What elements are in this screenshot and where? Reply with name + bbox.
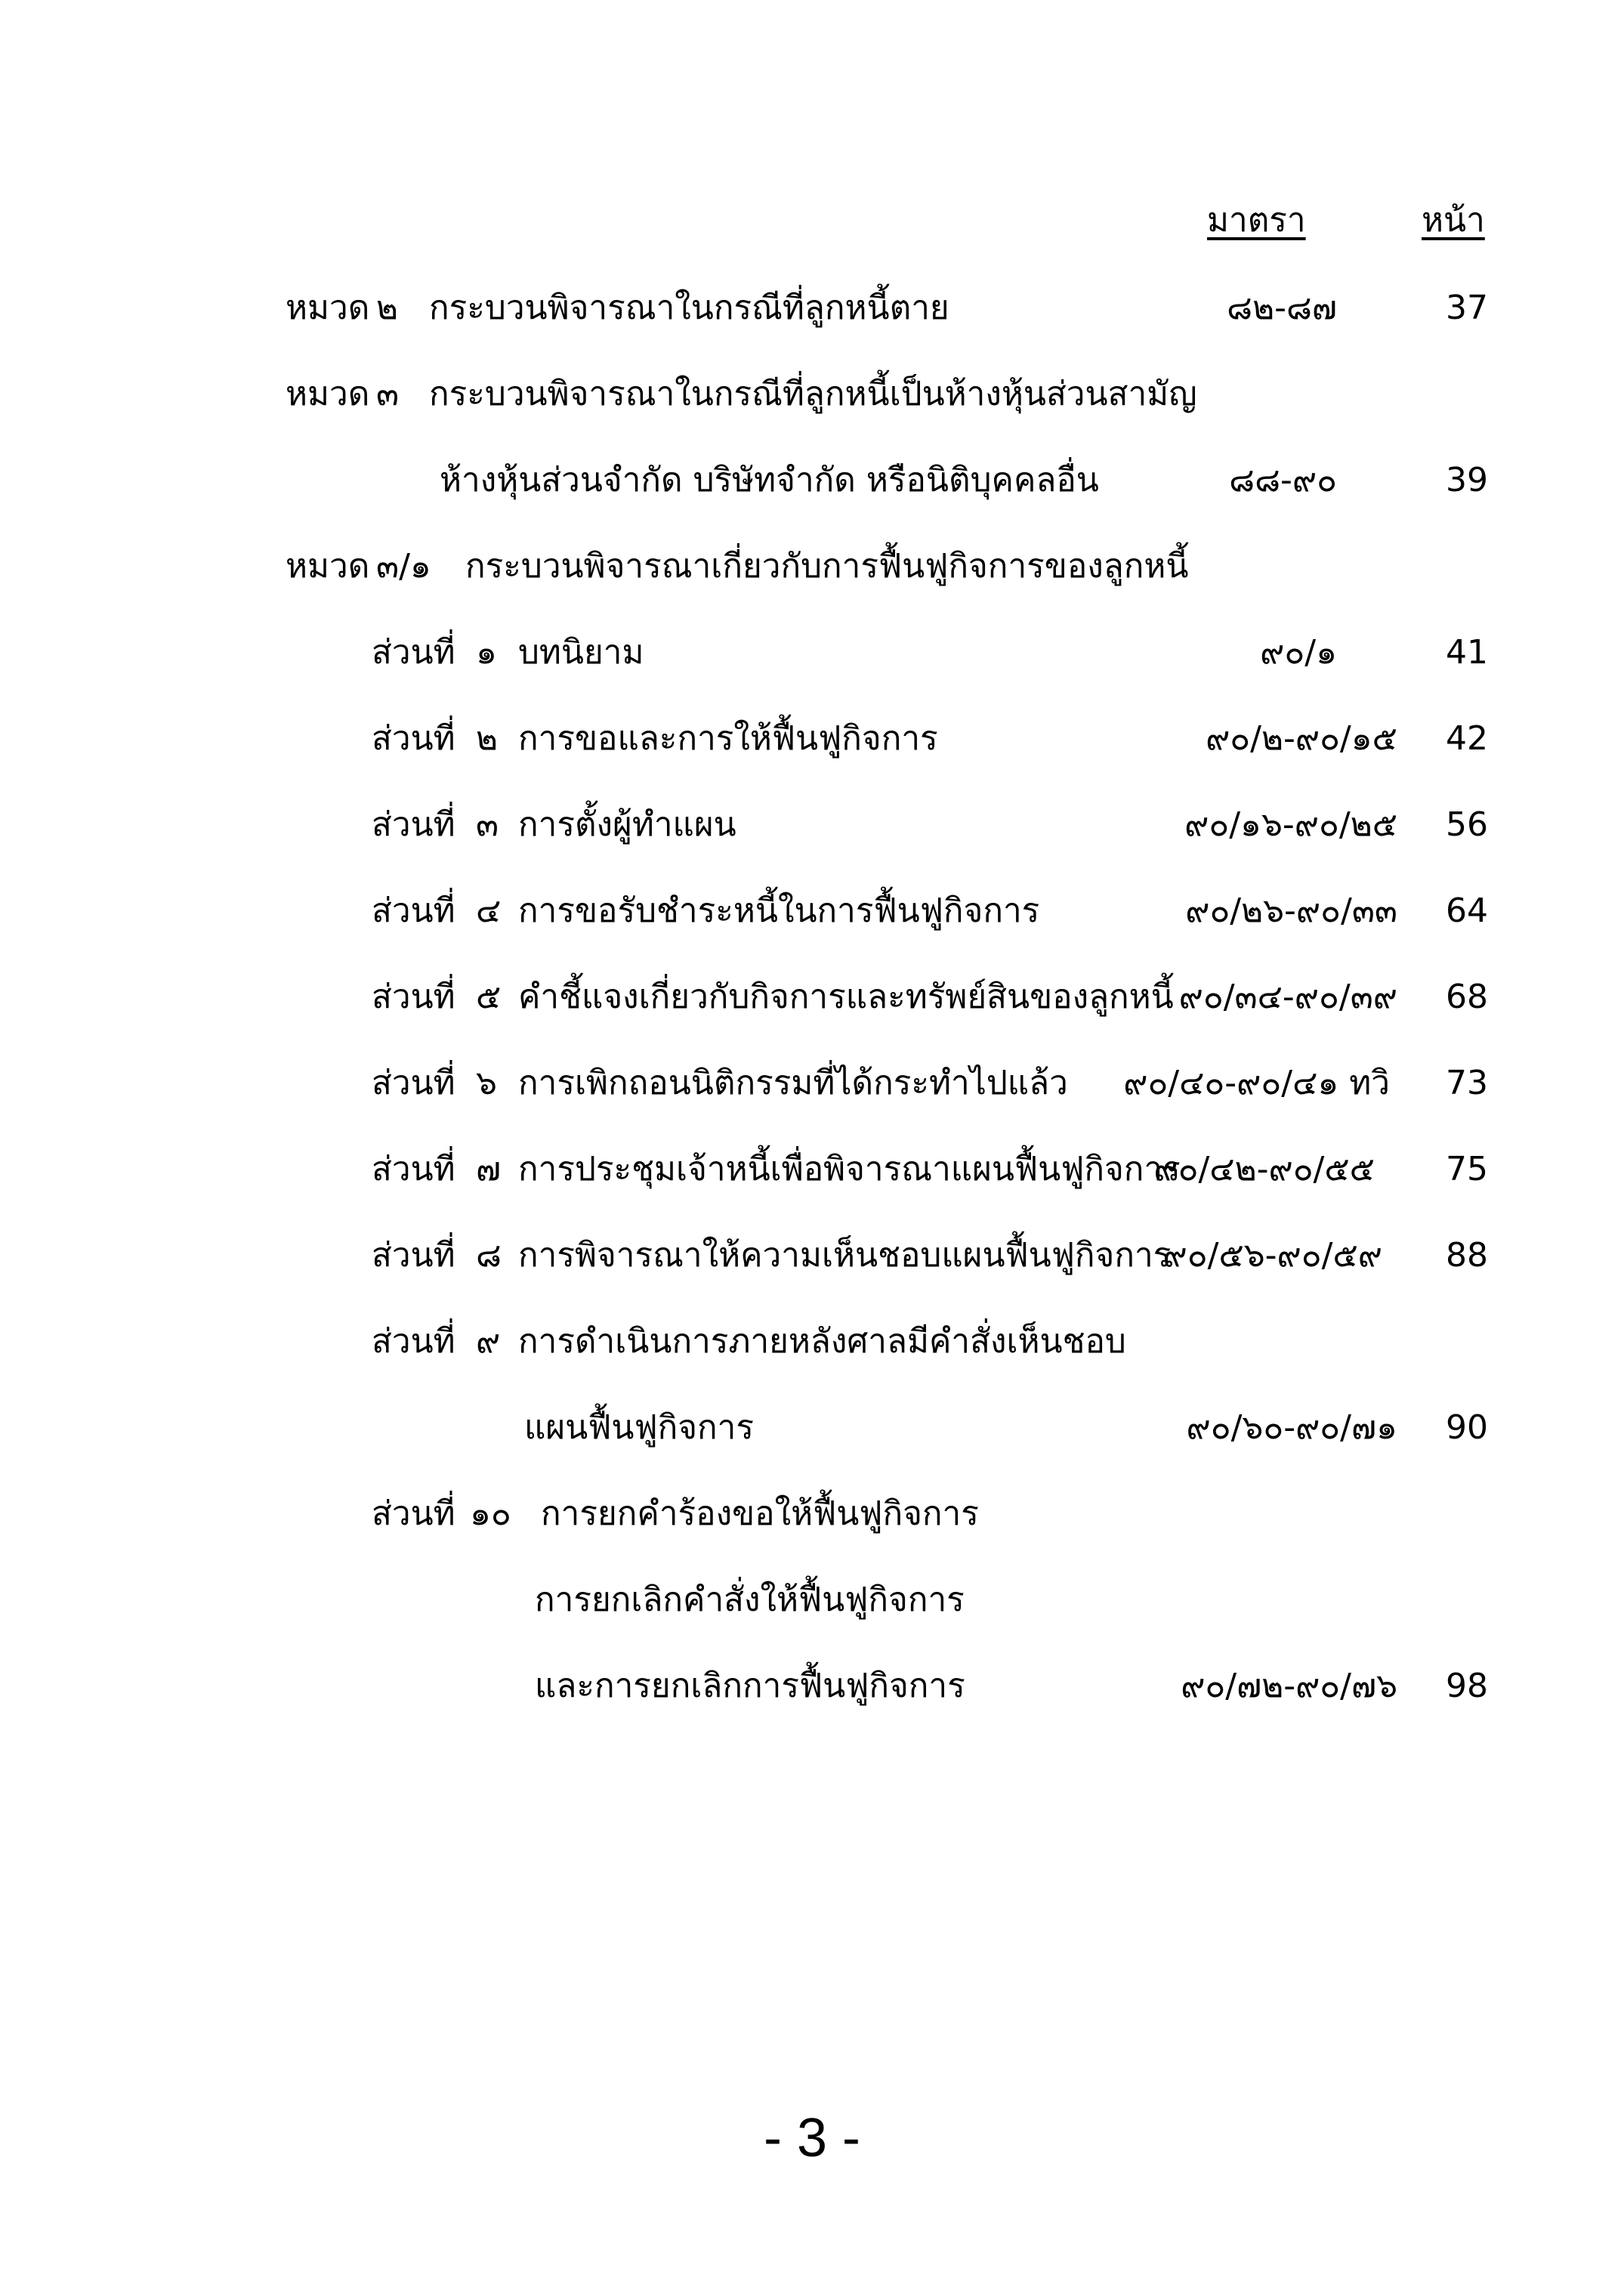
entry-page: 56 bbox=[1446, 805, 1488, 844]
entry-title: กระบวนพิจารณาในกรณีที่ลูกหนี้เป็นห้างหุ้นส่วนสามัญ bbox=[429, 375, 1197, 413]
toc-entry bbox=[0, 1225, 1624, 1286]
toc-entry bbox=[0, 709, 1624, 769]
entry-label: ส่วนที่ bbox=[372, 978, 455, 1016]
entry-title: การเพิกถอนนิติกรรมที่ได้กระทำไปแล้ว bbox=[518, 1064, 1068, 1102]
entry-sections: ๙๐/๕๖-๙๐/๕๙ bbox=[1162, 1236, 1382, 1275]
entry-title: การขอและการให้ฟื้นฟูกิจการ bbox=[518, 719, 938, 758]
entry-label: ส่วนที่ bbox=[372, 892, 455, 930]
entry-sections: ๙๐/๔๐-๙๐/๔๑ ทวิ bbox=[1123, 1064, 1390, 1102]
entry-title: และการยกเลิกการฟื้นฟูกิจการ bbox=[535, 1667, 965, 1705]
entry-page: 68 bbox=[1446, 978, 1488, 1016]
toc-entry bbox=[0, 1484, 1624, 1544]
entry-sections: ๙๐/๑ bbox=[1260, 633, 1337, 672]
entry-label: ส่วนที่ bbox=[372, 805, 455, 844]
page-column-header: หน้า bbox=[1422, 201, 1485, 239]
entry-title: การประชุมเจ้าหนี้เพื่อพิจารณาแผนฟื้นฟูกิจการ bbox=[518, 1150, 1181, 1188]
entry-page: 39 bbox=[1446, 461, 1488, 499]
entry-label: ส่วนที่ bbox=[372, 1064, 455, 1102]
entry-title: กระบวนพิจารณาในกรณีที่ลูกหนี้ตาย bbox=[429, 289, 949, 327]
entry-label: หมวด bbox=[286, 547, 370, 586]
toc-entry bbox=[0, 967, 1624, 1028]
page-number: - 3 - bbox=[763, 2108, 860, 2168]
entry-title: ห้างหุ้นส่วนจำกัด บริษัทจำกัด หรือนิติบุคคลอื่น bbox=[440, 461, 1099, 499]
toc-entry bbox=[0, 278, 1624, 338]
entry-title: การขอรับชำระหนี้ในการฟื้นฟูกิจการ bbox=[518, 892, 1040, 930]
entry-number: ๗ bbox=[476, 1150, 502, 1188]
entry-page: 75 bbox=[1446, 1150, 1488, 1188]
entry-sections: ๙๐/๔๒-๙๐/๕๕ bbox=[1153, 1150, 1375, 1188]
entry-page: 73 bbox=[1446, 1064, 1488, 1102]
entry-page: 64 bbox=[1446, 892, 1488, 930]
entry-page: 41 bbox=[1446, 633, 1488, 672]
entry-sections: ๘๘-๙๐ bbox=[1229, 461, 1337, 499]
entry-number: ๑๐ bbox=[470, 1494, 511, 1533]
entry-page: 88 bbox=[1446, 1236, 1488, 1275]
entry-number: ๓ bbox=[476, 805, 499, 844]
entry-sections: ๙๐/๖๐-๙๐/๗๑ bbox=[1186, 1408, 1397, 1447]
entry-number: ๒ bbox=[476, 719, 499, 758]
toc-entry bbox=[0, 795, 1624, 855]
entry-title: คำชี้แจงเกี่ยวกับกิจการและทรัพย์สินของลูกหนี้ bbox=[518, 978, 1174, 1016]
entry-title: การยกคำร้องขอให้ฟื้นฟูกิจการ bbox=[541, 1494, 979, 1533]
entry-number: ๒ bbox=[376, 289, 399, 327]
entry-sections: ๙๐/๒-๙๐/๑๕ bbox=[1206, 719, 1397, 758]
toc-entry bbox=[0, 1139, 1624, 1200]
toc-entry-continuation bbox=[0, 1570, 1624, 1630]
entry-number: ๓ bbox=[376, 375, 400, 413]
toc-entry bbox=[0, 364, 1624, 425]
toc-entry bbox=[0, 536, 1624, 597]
entry-sections: ๙๐/๑๖-๙๐/๒๕ bbox=[1184, 805, 1397, 844]
entry-sections: ๙๐/๗๒-๙๐/๗๖ bbox=[1181, 1667, 1397, 1705]
entry-title: การยกเลิกคำสั่งให้ฟื้นฟูกิจการ bbox=[535, 1581, 965, 1619]
toc-entry-continuation bbox=[0, 1398, 1624, 1458]
entry-label: ส่วนที่ bbox=[372, 1494, 455, 1533]
entry-page: 37 bbox=[1446, 289, 1488, 327]
entry-number: ๖ bbox=[476, 1064, 497, 1102]
toc-entry-continuation bbox=[0, 1656, 1624, 1717]
column-header-row bbox=[0, 190, 1624, 251]
entry-number: ๓/๑ bbox=[376, 547, 431, 586]
entry-label: หมวด bbox=[286, 375, 370, 413]
entry-number: ๙ bbox=[476, 1322, 501, 1361]
entry-label: ส่วนที่ bbox=[372, 1236, 455, 1275]
entry-title: บทนิยาม bbox=[518, 633, 644, 672]
entry-number: ๔ bbox=[476, 892, 502, 930]
entry-page: 42 bbox=[1446, 719, 1488, 758]
entry-title: แผนฟื้นฟูกิจการ bbox=[524, 1408, 755, 1447]
entry-number: ๘ bbox=[476, 1236, 502, 1275]
entry-number: ๕ bbox=[476, 978, 502, 1016]
entry-title: การพิจารณาให้ความเห็นชอบแผนฟื้นฟูกิจการ bbox=[518, 1236, 1172, 1275]
entry-page: 90 bbox=[1446, 1408, 1488, 1447]
toc-entry-continuation bbox=[0, 450, 1624, 511]
entry-number: ๑ bbox=[476, 633, 497, 672]
entry-sections: ๙๐/๓๔-๙๐/๓๙ bbox=[1178, 978, 1397, 1016]
entry-title: การดำเนินการภายหลังศาลมีคำสั่งเห็นชอบ bbox=[518, 1322, 1126, 1361]
section-column-header: มาตรา bbox=[1207, 201, 1306, 239]
entry-label: ส่วนที่ bbox=[372, 1150, 455, 1188]
toc-entry bbox=[0, 1053, 1624, 1114]
entry-label: ส่วนที่ bbox=[372, 633, 455, 672]
entry-sections: ๙๐/๒๖-๙๐/๓๓ bbox=[1185, 892, 1397, 930]
entry-label: ส่วนที่ bbox=[372, 1322, 455, 1361]
entry-title: การตั้งผู้ทำแผน bbox=[518, 805, 736, 844]
toc-entry bbox=[0, 623, 1624, 683]
entry-page: 98 bbox=[1446, 1667, 1488, 1705]
entry-title: กระบวนพิจารณาเกี่ยวกับการฟื้นฟูกิจการของลูกหนี้ bbox=[465, 547, 1189, 586]
entry-label: ส่วนที่ bbox=[372, 719, 455, 758]
toc-entry bbox=[0, 1312, 1624, 1372]
entry-sections: ๘๒-๘๗ bbox=[1227, 289, 1337, 327]
toc-entry bbox=[0, 881, 1624, 941]
entry-label: หมวด bbox=[286, 289, 370, 327]
